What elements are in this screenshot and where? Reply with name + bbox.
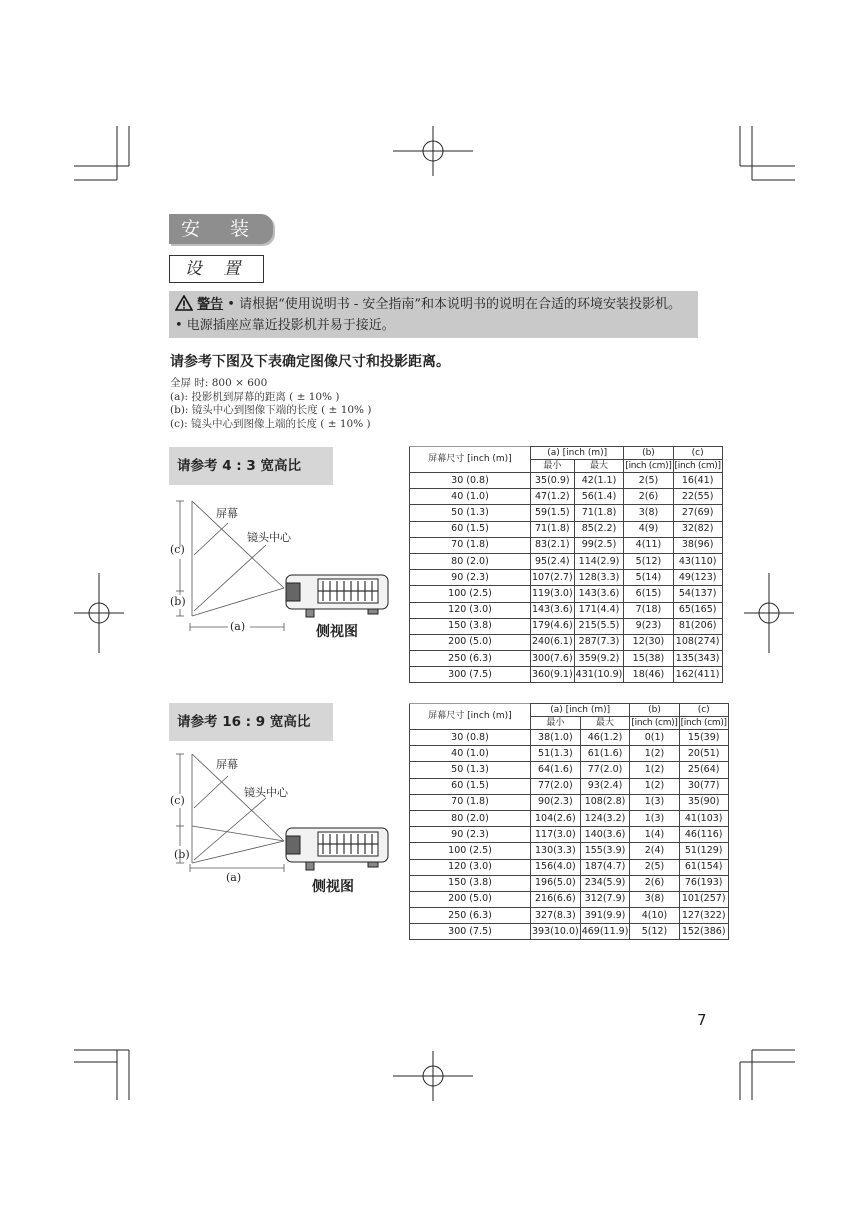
note-item: (b): 镜头中心到图像下端的长度 ( ± 10% ) [170, 404, 372, 416]
cell-screen-size: 30 (0.8) [410, 730, 531, 746]
cell-a-max: 234(5.9) [580, 875, 630, 891]
cell-c: 81(206) [673, 618, 722, 634]
cell-a-max: 155(3.9) [580, 843, 630, 859]
cell-b: 2(5) [624, 473, 673, 489]
cell-c: 38(96) [673, 537, 722, 553]
table-row [410, 618, 723, 634]
cell-a-max: 46(1.2) [580, 730, 630, 746]
table-row [410, 810, 729, 826]
cell-a-min: 143(3.6) [531, 602, 575, 618]
table-row [410, 875, 729, 891]
cell-screen-size: 60 (1.5) [410, 778, 531, 794]
cell-c: 43(110) [673, 553, 722, 569]
cell-b: 0(1) [630, 730, 679, 746]
cell-c: 25(64) [679, 762, 728, 778]
table-row [410, 553, 723, 569]
header-b: (b) [624, 447, 673, 460]
cell-a-min: 77(2.0) [531, 778, 581, 794]
side-view-label: 侧视图 [316, 624, 358, 640]
header-c-unit: [inch (cm)] [680, 717, 727, 728]
cell-c: 65(165) [673, 602, 722, 618]
cell-b: 4(9) [624, 521, 673, 537]
cell-b: 6(15) [624, 586, 673, 602]
label-a: (a) [230, 620, 246, 633]
cell-screen-size: 90 (2.3) [410, 827, 531, 843]
header-a: (a) [inch (m)] [531, 447, 624, 460]
screen-label: 屏幕 [216, 507, 238, 520]
cell-c: 108(274) [673, 634, 722, 650]
cell-c: 127(322) [679, 908, 728, 924]
cell-b: 2(5) [630, 859, 679, 875]
warning-box [169, 291, 698, 338]
cell-b: 3(8) [630, 891, 679, 907]
cell-a-max: 128(3.3) [574, 570, 624, 586]
aspect-label-16-9: 请参考 16 : 9 宽高比 [169, 703, 333, 741]
cell-b: 2(4) [630, 843, 679, 859]
cell-screen-size: 150 (3.8) [410, 875, 531, 891]
cell-b: 12(30) [624, 634, 673, 650]
cell-a-max: 171(4.4) [574, 602, 624, 618]
cell-screen-size: 300 (7.5) [410, 924, 531, 940]
cell-c: 32(82) [673, 521, 722, 537]
cell-screen-size: 120 (3.0) [410, 859, 531, 875]
cell-a-min: 64(1.6) [531, 762, 581, 778]
table-row [410, 586, 723, 602]
cell-c: 20(51) [679, 746, 728, 762]
table-row [410, 730, 729, 746]
cell-a-max: 287(7.3) [574, 634, 624, 650]
cell-a-min: 47(1.2) [531, 489, 575, 505]
cell-b: 15(38) [624, 651, 673, 667]
table-row [410, 891, 729, 907]
table-row [410, 794, 729, 810]
table-row [410, 505, 723, 521]
cell-a-min: 300(7.6) [531, 651, 575, 667]
cell-screen-size: 50 (1.3) [410, 505, 531, 521]
cell-c: 46(116) [679, 827, 728, 843]
cell-b: 1(3) [630, 794, 679, 810]
label-c: (c) [170, 794, 185, 807]
cell-c: 30(77) [679, 778, 728, 794]
cell-a-min: 51(1.3) [531, 746, 581, 762]
cell-screen-size: 200 (5.0) [410, 634, 531, 650]
lens-center-label: 镜头中心 [247, 531, 291, 544]
cell-a-min: 107(2.7) [531, 570, 575, 586]
notes-list [170, 377, 371, 431]
table-row [410, 827, 729, 843]
cell-b: 1(3) [630, 810, 679, 826]
cell-c: 15(39) [679, 730, 728, 746]
projector-image [286, 575, 388, 617]
cell-a-max: 99(2.5) [574, 537, 624, 553]
table-row [410, 908, 729, 924]
cell-a-max: 469(11.9) [580, 924, 630, 940]
cell-c: 135(343) [673, 651, 722, 667]
cell-c: 35(90) [679, 794, 728, 810]
cell-a-min: 179(4.6) [531, 618, 575, 634]
cell-screen-size: 120 (3.0) [410, 602, 531, 618]
label-c: (c) [170, 543, 185, 556]
cell-c: 76(193) [679, 875, 728, 891]
note-item: (a): 投影机到屏幕的距离 ( ± 10% ) [170, 390, 340, 403]
table-row [410, 667, 723, 683]
cell-a-min: 156(4.0) [531, 859, 581, 875]
cell-b: 4(11) [624, 537, 673, 553]
cell-a-min: 216(6.6) [531, 891, 581, 907]
cell-a-max: 391(9.9) [580, 908, 630, 924]
cell-a-max: 93(2.4) [580, 778, 630, 794]
cell-a-max: 431(10.9) [574, 667, 624, 683]
header-size: 屏幕尺寸 [inch (m)] [410, 447, 531, 473]
cell-a-max: 77(2.0) [580, 762, 630, 778]
cell-a-max: 56(1.4) [574, 489, 624, 505]
cell-b: 1(2) [630, 762, 679, 778]
cell-b: 1(2) [630, 778, 679, 794]
cell-b: 2(6) [624, 489, 673, 505]
label-b: (b) [170, 595, 186, 608]
cell-screen-size: 150 (3.8) [410, 618, 531, 634]
table-row [410, 489, 723, 505]
cell-c: 51(129) [679, 843, 728, 859]
cell-a-max: 215(5.5) [574, 618, 624, 634]
cell-screen-size: 40 (1.0) [410, 746, 531, 762]
projector-image [286, 828, 388, 870]
cell-a-min: 71(1.8) [531, 521, 575, 537]
cell-a-min: 104(2.6) [531, 810, 581, 826]
cell-a-min: 90(2.3) [531, 794, 581, 810]
cell-a-max: 143(3.6) [574, 586, 624, 602]
header-a-max: 最大 [574, 460, 624, 473]
lens-center-label: 镜头中心 [244, 786, 288, 799]
section-title: 安 装 [169, 214, 273, 244]
table-row [410, 521, 723, 537]
screen-label: 屏幕 [216, 758, 238, 771]
cell-b: 9(23) [624, 618, 673, 634]
cell-c: 162(411) [673, 667, 722, 683]
cell-c: 49(123) [673, 570, 722, 586]
cell-a-min: 119(3.0) [531, 586, 575, 602]
cell-c: 16(41) [673, 473, 722, 489]
cell-b: 1(4) [630, 827, 679, 843]
cell-a-max: 187(4.7) [580, 859, 630, 875]
cell-a-max: 114(2.9) [574, 553, 624, 569]
header-a-max: 最大 [580, 717, 630, 730]
section-heading: 请参考下图及下表确定图像尺寸和投影距离。 [170, 354, 450, 370]
header-c-unit: [inch (cm)] [674, 460, 721, 471]
header-c: (c) [679, 704, 728, 717]
table-row [410, 859, 729, 875]
header-a-min: 最小 [531, 717, 581, 730]
cell-a-min: 95(2.4) [531, 553, 575, 569]
table-row [410, 634, 723, 650]
table-row [410, 602, 723, 618]
cell-c: 54(137) [673, 586, 722, 602]
cell-b: 7(18) [624, 602, 673, 618]
table-row [410, 778, 729, 794]
cell-screen-size: 100 (2.5) [410, 586, 531, 602]
side-view-diagram-4-3 [168, 495, 393, 645]
cell-a-min: 240(6.1) [531, 634, 575, 650]
cell-a-max: 61(1.6) [580, 746, 630, 762]
cell-screen-size: 300 (7.5) [410, 667, 531, 683]
warning-line-2: • 电源插座应靠近投影机并易于接近。 [175, 318, 395, 333]
table-row [410, 843, 729, 859]
label-b: (b) [174, 848, 190, 861]
cell-a-max: 140(3.6) [580, 827, 630, 843]
cell-b: 1(2) [630, 746, 679, 762]
warning-title: 警告 [197, 297, 224, 312]
header-size: 屏幕尺寸 [inch (m)] [410, 704, 531, 730]
header-b: (b) [630, 704, 679, 717]
note-item: (c): 镜头中心到图像上端的长度 ( ± 10% ) [170, 417, 371, 430]
note-item: 全屏 时: 800 × 600 [170, 377, 268, 389]
cell-b: 2(6) [630, 875, 679, 891]
cell-c: 101(257) [679, 891, 728, 907]
cell-screen-size: 70 (1.8) [410, 794, 531, 810]
distance-table-16-9 [409, 703, 729, 940]
cell-screen-size: 80 (2.0) [410, 553, 531, 569]
table-row [410, 570, 723, 586]
cell-b: 5(12) [624, 553, 673, 569]
cell-screen-size: 90 (2.3) [410, 570, 531, 586]
cell-b: 18(46) [624, 667, 673, 683]
table-row [410, 473, 723, 489]
cell-a-max: 42(1.1) [574, 473, 624, 489]
cell-screen-size: 80 (2.0) [410, 810, 531, 826]
table-row [410, 924, 729, 940]
cell-a-min: 38(1.0) [531, 730, 581, 746]
cell-a-max: 124(3.2) [580, 810, 630, 826]
header-c: (c) [673, 447, 722, 460]
subsection-title: 设 置 [169, 255, 264, 283]
cell-screen-size: 100 (2.5) [410, 843, 531, 859]
cell-screen-size: 30 (0.8) [410, 473, 531, 489]
header-a: (a) [inch (m)] [531, 704, 630, 717]
table-row [410, 746, 729, 762]
cell-screen-size: 250 (6.3) [410, 908, 531, 924]
cell-a-min: 327(8.3) [531, 908, 581, 924]
cell-a-min: 35(0.9) [531, 473, 575, 489]
header-b-unit: [inch (cm)] [625, 460, 672, 471]
side-view-diagram-16-9 [168, 748, 393, 898]
cell-a-max: 312(7.9) [580, 891, 630, 907]
cell-a-min: 360(9.1) [531, 667, 575, 683]
cell-b: 5(14) [624, 570, 673, 586]
cell-c: 61(154) [679, 859, 728, 875]
cell-c: 41(103) [679, 810, 728, 826]
cell-screen-size: 50 (1.3) [410, 762, 531, 778]
cell-a-max: 71(1.8) [574, 505, 624, 521]
cell-a-min: 117(3.0) [531, 827, 581, 843]
cell-a-min: 196(5.0) [531, 875, 581, 891]
cell-a-max: 108(2.8) [580, 794, 630, 810]
table-row [410, 537, 723, 553]
page-number: 7 [697, 1011, 707, 1029]
cell-screen-size: 60 (1.5) [410, 521, 531, 537]
warning-triangle-icon [175, 295, 193, 317]
cell-screen-size: 250 (6.3) [410, 651, 531, 667]
cell-c: 152(386) [679, 924, 728, 940]
cell-a-min: 83(2.1) [531, 537, 575, 553]
header-a-min: 最小 [531, 460, 575, 473]
cell-screen-size: 200 (5.0) [410, 891, 531, 907]
label-a: (a) [226, 871, 242, 884]
cell-c: 27(69) [673, 505, 722, 521]
cell-screen-size: 40 (1.0) [410, 489, 531, 505]
cell-b: 5(12) [630, 924, 679, 940]
warning-line-1: • 请根据“使用说明书 - 安全指南”和本说明书的说明在合适的环境安装投影机。 [227, 297, 682, 312]
table-row [410, 762, 729, 778]
cell-b: 4(10) [630, 908, 679, 924]
cell-b: 3(8) [624, 505, 673, 521]
distance-table-4-3 [409, 446, 723, 683]
aspect-label-4-3: 请参考 4 : 3 宽高比 [169, 447, 333, 485]
cell-a-max: 85(2.2) [574, 521, 624, 537]
cell-a-min: 393(10.0) [531, 924, 581, 940]
header-b-unit: [inch (cm)] [631, 717, 678, 728]
cell-a-min: 59(1.5) [531, 505, 575, 521]
cell-a-min: 130(3.3) [531, 843, 581, 859]
cell-c: 22(55) [673, 489, 722, 505]
cell-a-max: 359(9.2) [574, 651, 624, 667]
table-row [410, 651, 723, 667]
side-view-label: 侧视图 [312, 879, 354, 895]
cell-screen-size: 70 (1.8) [410, 537, 531, 553]
